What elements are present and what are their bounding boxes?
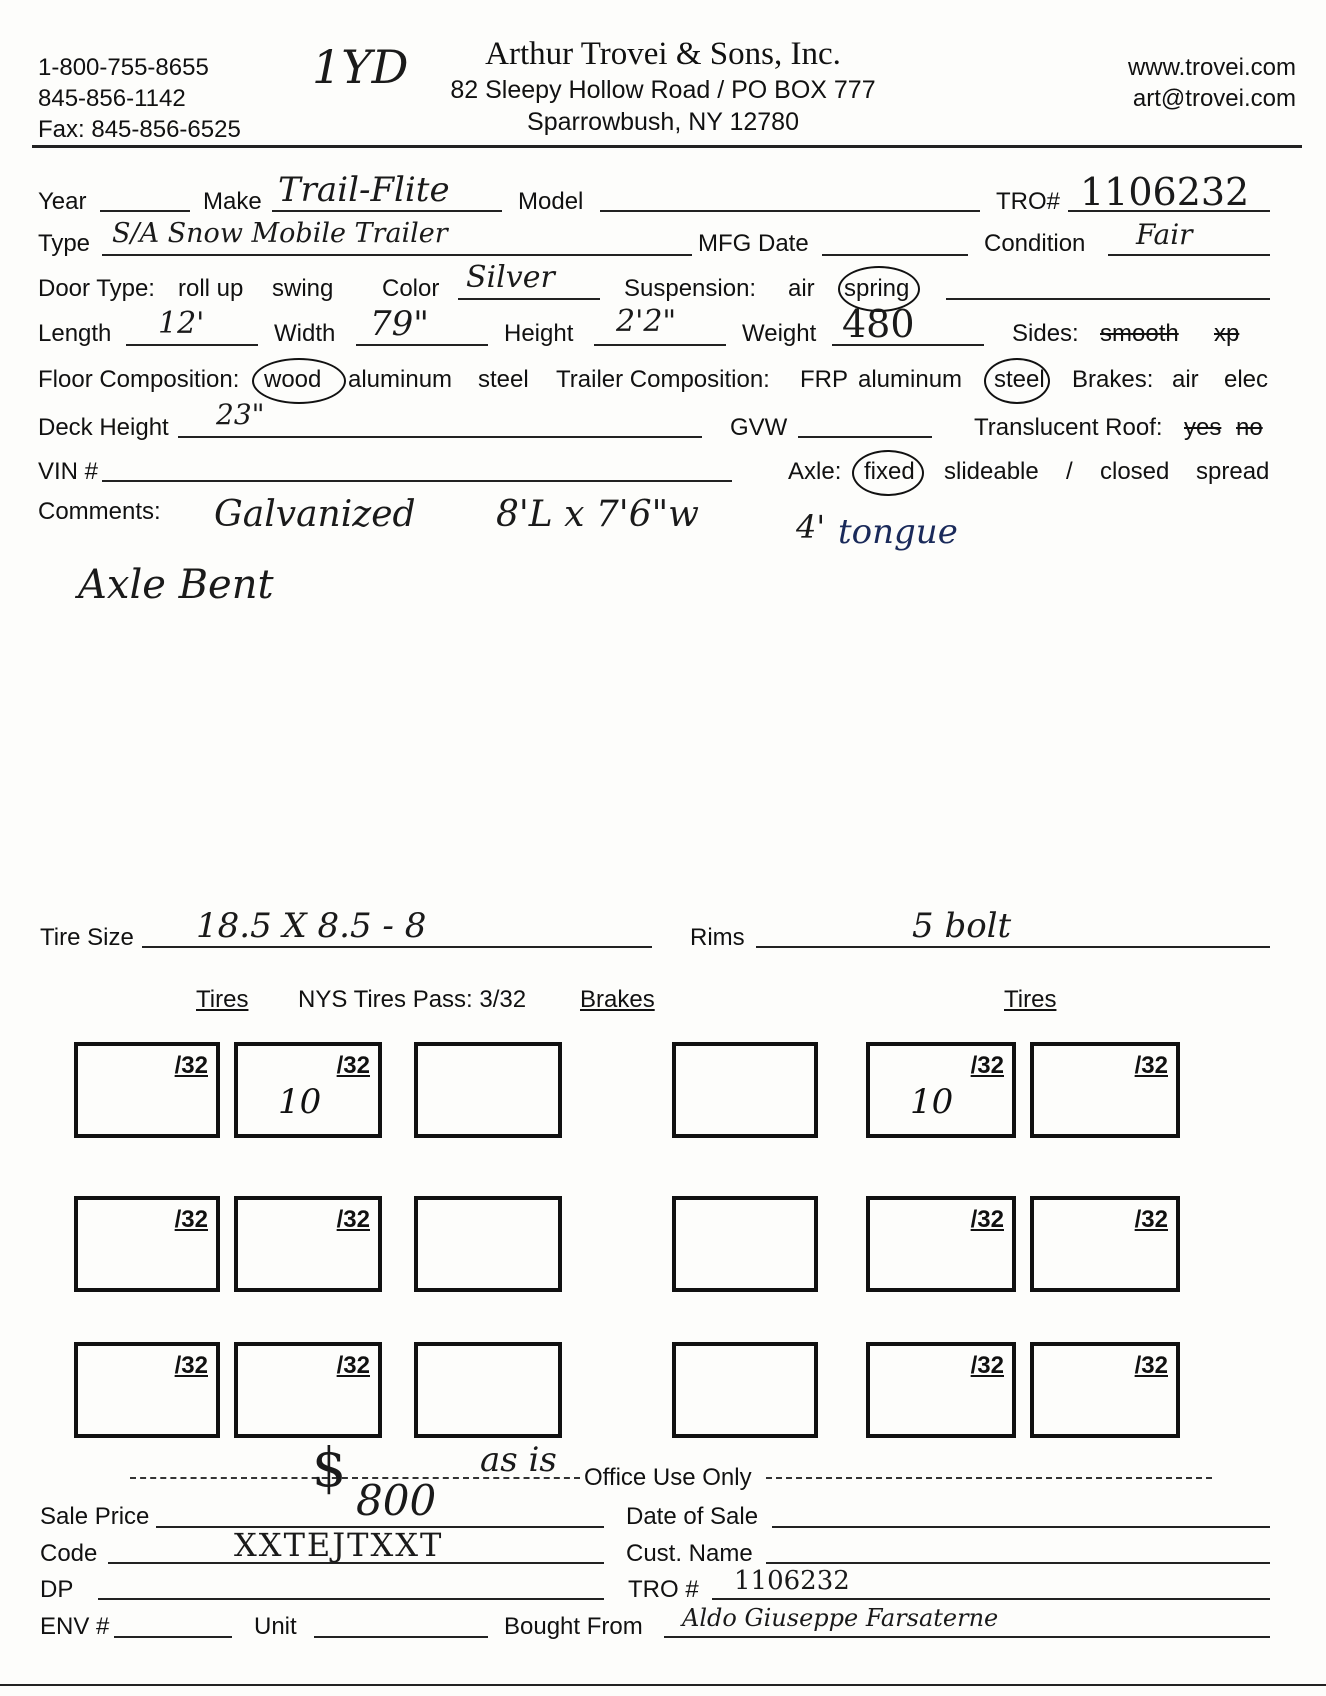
fraction-label: /32 [970,1206,1004,1233]
tire-box-right-outer-3[interactable] [1030,1342,1180,1438]
floor-composition-label: Floor Composition: [38,366,240,393]
type-field[interactable] [102,254,692,256]
tread-reading: 10 [278,1082,322,1122]
color-label: Color [382,275,440,302]
office-tro-value: 1106232 [734,1566,850,1596]
office-tro-field[interactable] [712,1598,1270,1600]
mfg-date-label: MFG Date [698,230,809,257]
tire-box-right-inner-3[interactable] [866,1342,1016,1438]
fraction-label: /32 [1134,1352,1168,1379]
phone-number-2: 845-856-1142 [38,85,186,112]
brakes-label: Brakes: [1072,366,1154,393]
trailer-composition-label: Trailer Composition: [556,366,770,393]
fraction-label: /32 [336,1206,370,1233]
width-field[interactable] [356,344,488,346]
condition-value: Fair [1136,218,1193,251]
code-label: Code [40,1540,98,1567]
deck-height-value: 23" [216,398,265,431]
suspension-option-spring[interactable]: spring [844,275,910,302]
company-address-1: 82 Sleepy Hollow Road / PO BOX 777 [450,76,876,104]
comments-label: Comments: [38,498,161,525]
fraction-label: /32 [174,1352,208,1379]
env-label: ENV # [40,1613,110,1640]
height-value: 2'2" [616,304,677,339]
company-address-2: Sparrowbush, NY 12780 [527,108,799,136]
tire-box-left-inner-3[interactable] [234,1342,382,1438]
tire-box-left-inner-1[interactable] [234,1042,382,1138]
height-field[interactable] [594,344,726,346]
fraction-label: /32 [970,1352,1004,1379]
make-value: Trail-Flite [278,170,450,210]
sides-option-smooth[interactable]: smooth [1100,320,1179,347]
axle-label: Axle: [788,458,842,485]
model-field[interactable] [600,210,980,212]
comment-galvanized: Galvanized [214,494,416,535]
axle-option-slideable[interactable]: slideable [944,458,1039,485]
trailer-option-frp[interactable]: FRP [800,366,848,393]
tro-label: TRO# [996,188,1061,215]
office-use-heading: Office Use Only [584,1464,752,1491]
dollar-sign: $ [312,1436,347,1499]
sale-price-note: as is [480,1440,557,1480]
floor-option-wood[interactable]: wood [264,366,322,393]
type-value: S/A Snow Mobile Trailer [112,218,448,249]
brake-box-right-3[interactable] [672,1342,818,1438]
year-field[interactable] [100,210,190,212]
nys-tires-pass: NYS Tires Pass: 3/32 [298,986,527,1013]
gvw-field[interactable] [798,436,932,438]
length-field[interactable] [126,344,258,346]
tire-size-label: Tire Size [40,924,134,951]
length-value: 12' [158,306,205,341]
company-website: www.trovei.com [1127,54,1296,81]
roof-option-no[interactable]: no [1236,414,1263,441]
vin-field[interactable] [102,480,732,482]
suspension-label: Suspension: [624,275,757,302]
comment-tongue-length: 4' [796,508,826,546]
color-value: Silver [466,260,555,295]
make-field[interactable] [272,210,502,212]
brake-box-left-1[interactable] [414,1042,562,1138]
brake-box-right-2[interactable] [672,1196,818,1292]
office-divider-right [766,1477,1212,1479]
header-divider [32,145,1302,148]
company-name: Arthur Trovei & Sons, Inc. [485,36,841,72]
trailer-option-steel[interactable]: steel [994,366,1045,393]
sides-option-xp[interactable]: xp [1214,320,1240,347]
condition-field[interactable] [1108,254,1270,256]
fraction-label: /32 [970,1052,1004,1079]
fraction-label: /32 [336,1352,370,1379]
tread-reading: 10 [910,1082,954,1122]
trailer-option-aluminum[interactable]: aluminum [858,366,963,393]
door-type-label: Door Type: [38,275,155,302]
model-label: Model [518,188,584,215]
fax-number: Fax: 845-856-6525 [38,116,241,143]
env-field[interactable] [114,1636,232,1638]
selection-circle-wood [252,358,346,404]
dp-field[interactable] [98,1598,604,1600]
page-bottom-edge [0,1684,1326,1686]
selection-circle-fixed [852,450,924,496]
tro-value: 1106232 [1080,170,1250,214]
code-value: XXTEJTXXT [234,1526,444,1564]
brakes-option-elec[interactable]: elec [1224,366,1269,393]
comment-axle-bent: Axle Bent [78,562,274,608]
fraction-label: /32 [1134,1206,1168,1233]
rims-value: 5 bolt [912,906,1012,946]
floor-option-aluminum[interactable]: aluminum [348,366,453,393]
handwritten-mark: 1YD [312,40,409,94]
brake-box-left-3[interactable] [414,1342,562,1438]
height-label: Height [504,320,574,347]
deck-height-label: Deck Height [38,414,169,441]
tire-size-value: 18.5 X 8.5 - 8 [196,906,427,946]
weight-value: 480 [842,302,915,346]
length-label: Length [38,320,112,347]
tire-box-right-inner-1[interactable] [866,1042,1016,1138]
company-email: art@trovei.com [1132,85,1296,112]
fraction-label: /32 [336,1052,370,1079]
tire-size-field[interactable] [142,946,652,948]
office-tro-label: TRO # [628,1576,699,1603]
tire-box-left-inner-2[interactable] [234,1196,382,1292]
tire-box-right-inner-2[interactable] [866,1196,1016,1292]
gvw-label: GVW [730,414,788,441]
bought-from-label: Bought From [504,1613,643,1640]
make-label: Make [203,188,262,215]
fraction-label: /32 [1134,1052,1168,1079]
width-value: 79" [370,304,429,344]
comment-dimensions: 8'L x 7'6"w [496,494,699,535]
tires-heading-left: Tires [196,986,249,1013]
cust-name-label: Cust. Name [626,1540,753,1567]
tire-box-right-outer-2[interactable] [1030,1196,1180,1292]
tire-box-left-outer-2[interactable] [74,1196,220,1292]
axle-option-fixed[interactable]: fixed [864,458,915,485]
suspension-option-air[interactable]: air [788,275,815,302]
rims-field[interactable] [756,946,1270,948]
brake-box-left-2[interactable] [414,1196,562,1292]
dp-label: DP [40,1576,74,1603]
tires-heading-right: Tires [1004,986,1057,1013]
axle-separator: / [1066,458,1073,485]
width-label: Width [274,320,336,347]
year-label: Year [38,188,87,215]
color-field[interactable] [458,298,600,300]
unit-field[interactable] [314,1636,488,1638]
fraction-label: /32 [174,1206,208,1233]
unit-label: Unit [254,1613,297,1640]
rims-label: Rims [690,924,745,951]
suspension-extra-field[interactable] [946,298,1270,300]
selection-circle-steel [984,358,1050,404]
bought-from-value: Aldo Giuseppe Farsaterne [682,1604,999,1632]
brakes-option-air[interactable]: air [1172,366,1199,393]
axle-option-spread[interactable]: spread [1196,458,1270,485]
brake-box-right-1[interactable] [672,1042,818,1138]
floor-option-steel[interactable]: steel [478,366,529,393]
fraction-label: /32 [174,1052,208,1079]
comment-tongue: tongue [838,512,958,552]
condition-label: Condition [984,230,1086,257]
weight-label: Weight [742,320,817,347]
type-label: Type [38,230,91,257]
door-option-swing[interactable]: swing [272,275,334,302]
tire-box-left-outer-1[interactable] [74,1042,220,1138]
roof-option-yes[interactable]: yes [1184,414,1222,441]
sides-label: Sides: [1012,320,1079,347]
brakes-heading: Brakes [580,986,655,1013]
vin-label: VIN # [38,458,99,485]
mfg-date-field[interactable] [822,254,968,256]
cust-name-field[interactable] [766,1562,1270,1564]
phone-number: 1-800-755-8655 [38,54,209,81]
bought-from-field[interactable] [664,1636,1270,1638]
date-of-sale-label: Date of Sale [626,1503,759,1530]
sale-price-label: Sale Price [40,1503,150,1530]
deck-height-field[interactable] [178,436,702,438]
tire-box-left-outer-3[interactable] [74,1342,220,1438]
tire-box-right-outer-1[interactable] [1030,1042,1180,1138]
translucent-roof-label: Translucent Roof: [974,414,1163,441]
door-option-roll-up[interactable]: roll up [178,275,244,302]
date-of-sale-field[interactable] [772,1526,1270,1528]
sale-price-value: 800 [356,1476,437,1525]
axle-option-closed[interactable]: closed [1100,458,1170,485]
